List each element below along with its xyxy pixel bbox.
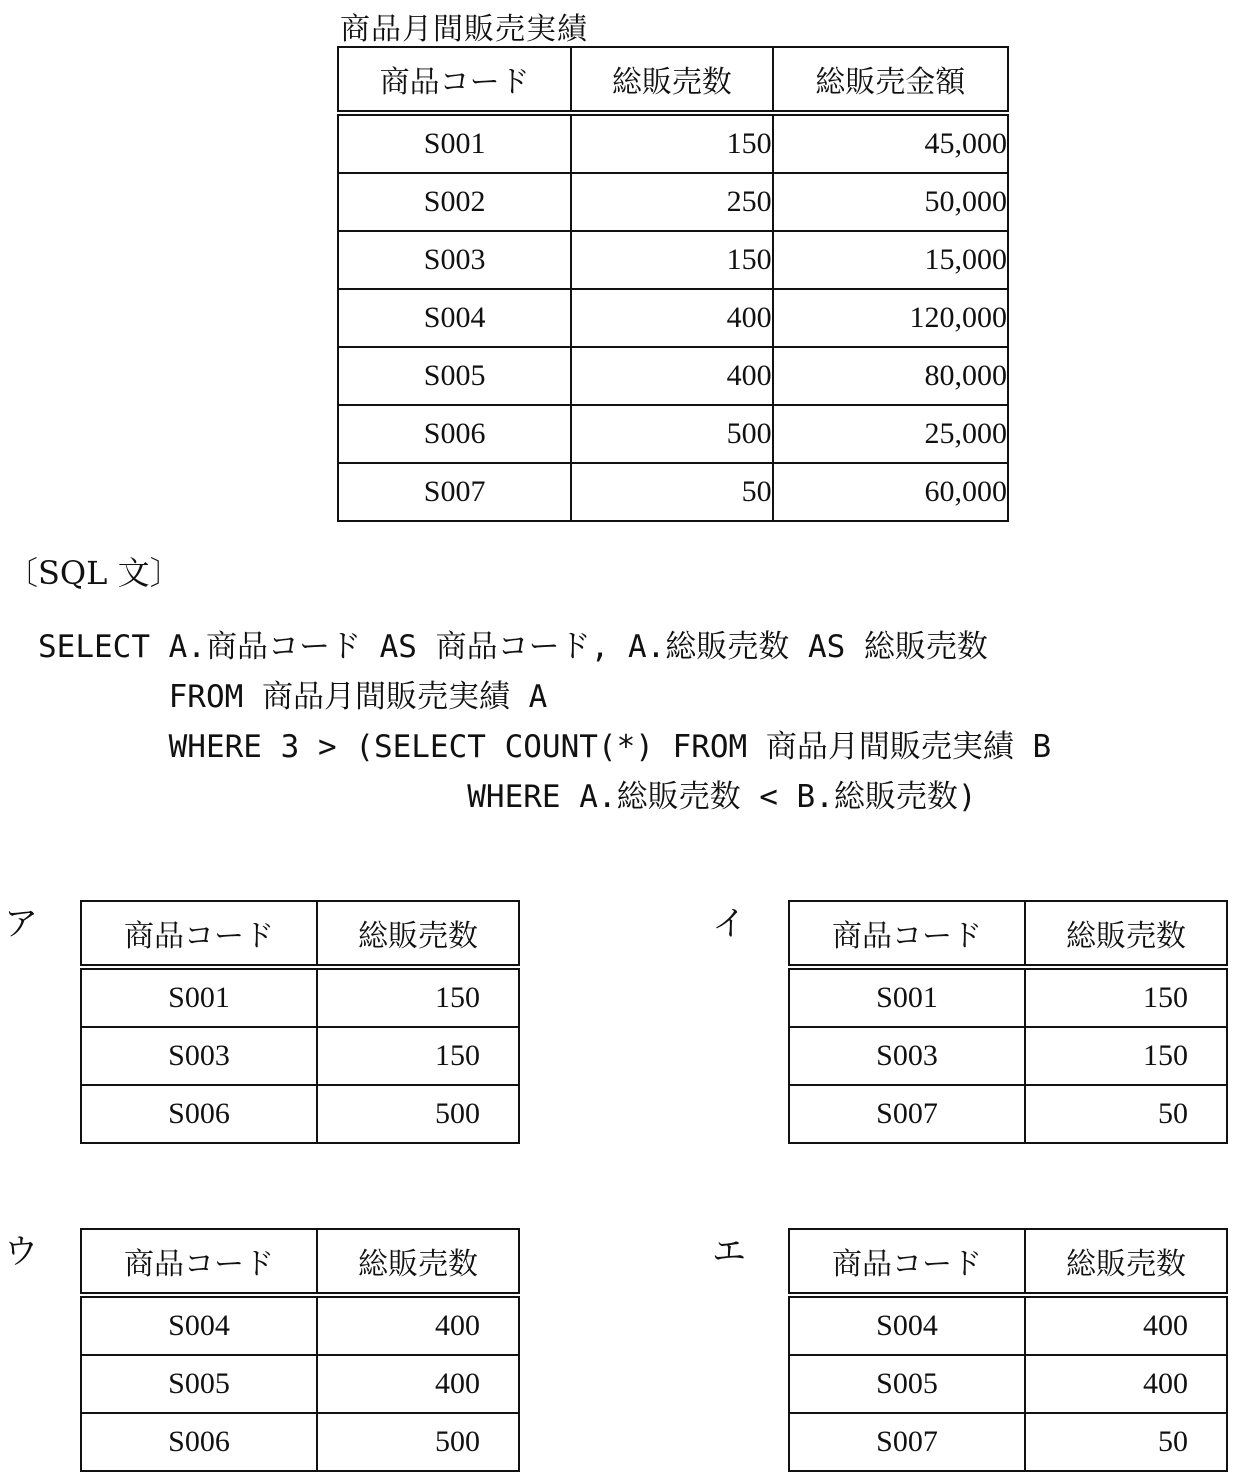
cell-quantity: 400	[1025, 1355, 1227, 1413]
table-row	[338, 231, 1008, 289]
table-row	[789, 1355, 1227, 1413]
table-row	[81, 967, 519, 1027]
cell-quantity: 500	[317, 1085, 519, 1143]
cell-amount: 15,000	[773, 231, 1008, 289]
cell-code: S006	[81, 1413, 317, 1471]
header-total-quantity: 総販売数	[1025, 901, 1227, 967]
cell-quantity: 500	[317, 1413, 519, 1471]
table-row	[338, 405, 1008, 463]
cell-quantity: 50	[1025, 1413, 1227, 1471]
choice-table-u	[80, 1228, 520, 1472]
cell-code: S007	[338, 463, 571, 521]
table-row	[789, 1295, 1227, 1355]
table-row	[338, 173, 1008, 231]
table-row	[338, 289, 1008, 347]
cell-amount: 45,000	[773, 113, 1008, 173]
sales-table	[337, 46, 1009, 522]
choice-table-i	[788, 900, 1228, 1144]
table-row	[789, 1027, 1227, 1085]
cell-code: S004	[789, 1295, 1025, 1355]
cell-code: S001	[338, 113, 571, 173]
header-total-quantity: 総販売数	[317, 901, 519, 967]
header-total-quantity: 総販売数	[1025, 1229, 1227, 1295]
choice-table-e	[788, 1228, 1228, 1472]
cell-quantity: 400	[571, 347, 772, 405]
choice-label-u: ウ	[4, 1232, 38, 1272]
table-title: 商品月間販売実績	[340, 12, 588, 47]
cell-quantity: 250	[571, 173, 772, 231]
sql-line: SELECT A.商品コード AS 商品コード, A.総販売数 AS 総販売数	[38, 629, 988, 665]
table-row	[338, 347, 1008, 405]
header-product-code: 商品コード	[81, 1229, 317, 1295]
table-row	[338, 463, 1008, 521]
cell-quantity: 400	[1025, 1295, 1227, 1355]
cell-quantity: 400	[317, 1295, 519, 1355]
cell-amount: 60,000	[773, 463, 1008, 521]
sql-line: FROM 商品月間販売実績 A	[38, 679, 548, 715]
cell-code: S003	[81, 1027, 317, 1085]
cell-code: S002	[338, 173, 571, 231]
cell-quantity: 150	[571, 231, 772, 289]
cell-quantity: 150	[1025, 1027, 1227, 1085]
cell-code: S004	[338, 289, 571, 347]
table-header-row	[81, 1229, 519, 1295]
choice-label-e: エ	[712, 1232, 746, 1272]
cell-quantity: 400	[571, 289, 772, 347]
header-total-amount: 総販売金額	[773, 47, 1008, 113]
cell-quantity: 50	[1025, 1085, 1227, 1143]
table-row	[338, 113, 1008, 173]
cell-amount: 50,000	[773, 173, 1008, 231]
cell-code: S003	[338, 231, 571, 289]
header-product-code: 商品コード	[338, 47, 571, 113]
cell-code: S004	[81, 1295, 317, 1355]
table-row	[81, 1295, 519, 1355]
cell-amount: 80,000	[773, 347, 1008, 405]
header-total-quantity: 総販売数	[317, 1229, 519, 1295]
table-row	[789, 967, 1227, 1027]
sql-label: 〔SQL 文〕	[6, 554, 182, 592]
cell-code: S005	[81, 1355, 317, 1413]
cell-code: S007	[789, 1085, 1025, 1143]
table-header-row	[81, 901, 519, 967]
cell-code: S006	[338, 405, 571, 463]
cell-quantity: 150	[317, 1027, 519, 1085]
choice-label-a: ア	[4, 904, 38, 944]
cell-quantity: 500	[571, 405, 772, 463]
header-product-code: 商品コード	[789, 901, 1025, 967]
table-row	[81, 1413, 519, 1471]
cell-code: S005	[338, 347, 571, 405]
sql-line: WHERE 3 > (SELECT COUNT(*) FROM 商品月間販売実績 B	[38, 729, 1052, 765]
cell-code: S001	[81, 967, 317, 1027]
table-header-row	[789, 1229, 1227, 1295]
choice-label-i: イ	[712, 904, 746, 944]
cell-amount: 120,000	[773, 289, 1008, 347]
cell-quantity: 150	[1025, 967, 1227, 1027]
table-row	[789, 1085, 1227, 1143]
table-row	[81, 1355, 519, 1413]
choice-table-a	[80, 900, 520, 1144]
header-total-quantity: 総販売数	[571, 47, 772, 113]
header-product-code: 商品コード	[789, 1229, 1025, 1295]
cell-code: S001	[789, 967, 1025, 1027]
sql-line: WHERE A.総販売数 < B.総販売数)	[38, 779, 977, 815]
table-header-row	[338, 47, 1008, 113]
cell-quantity: 50	[571, 463, 772, 521]
cell-code: S003	[789, 1027, 1025, 1085]
cell-code: S005	[789, 1355, 1025, 1413]
sql-statement	[38, 622, 1051, 822]
cell-code: S006	[81, 1085, 317, 1143]
cell-code: S007	[789, 1413, 1025, 1471]
table-row	[789, 1413, 1227, 1471]
cell-quantity: 150	[571, 113, 772, 173]
header-product-code: 商品コード	[81, 901, 317, 967]
table-header-row	[789, 901, 1227, 967]
table-row	[81, 1085, 519, 1143]
cell-quantity: 400	[317, 1355, 519, 1413]
table-row	[81, 1027, 519, 1085]
cell-amount: 25,000	[773, 405, 1008, 463]
cell-quantity: 150	[317, 967, 519, 1027]
